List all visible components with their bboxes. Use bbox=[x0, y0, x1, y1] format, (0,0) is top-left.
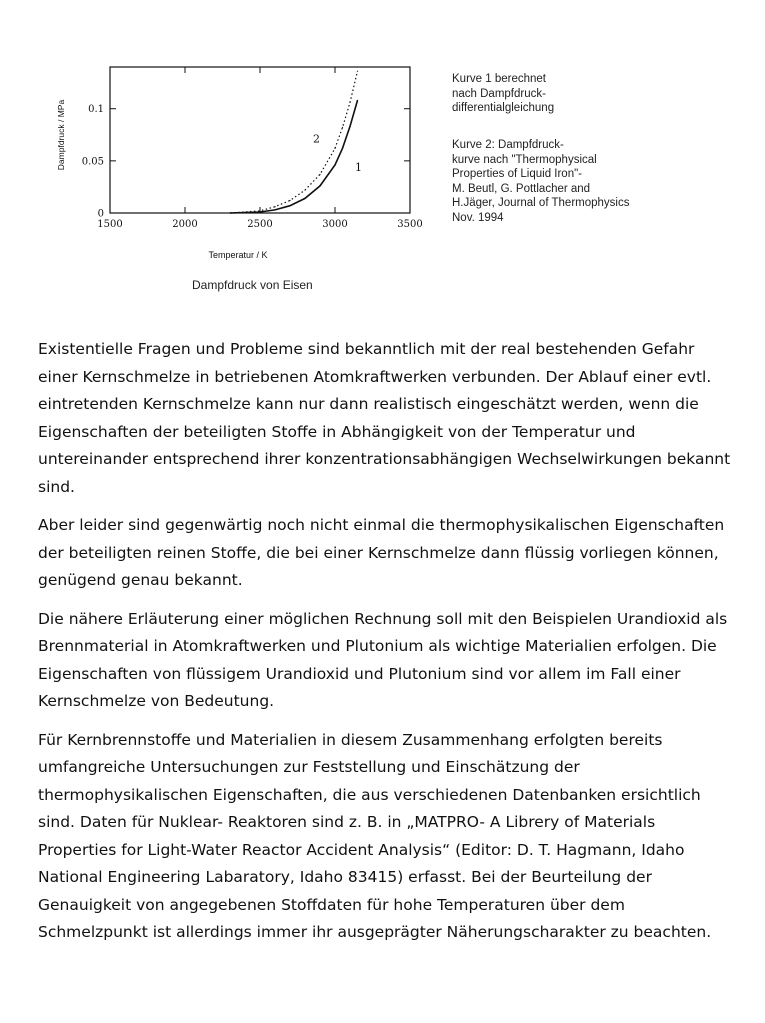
legend-line: Properties of Liquid Iron"- bbox=[452, 168, 583, 180]
body-text bbox=[38, 336, 738, 958]
legend-line: nach Dampfdruck- bbox=[452, 87, 546, 100]
series-2-point bbox=[334, 148, 335, 149]
legend-line: M. Beutl, G. Pottlacher and bbox=[452, 182, 591, 195]
series-1-point bbox=[349, 126, 350, 127]
series-1-point bbox=[274, 209, 275, 210]
plot-frame bbox=[110, 67, 410, 213]
legend-line: differentialgleichung bbox=[452, 102, 555, 114]
x-tick-label: 1500 bbox=[97, 219, 123, 230]
series-2-point bbox=[342, 127, 343, 128]
series-1-label: 1 bbox=[355, 161, 362, 175]
series-1-point bbox=[357, 100, 358, 101]
series-2-point bbox=[259, 210, 260, 211]
series-1-line bbox=[230, 100, 358, 213]
series-1-point bbox=[342, 148, 343, 149]
legend-line: kurve nach "Thermophysical bbox=[452, 153, 597, 166]
series-1-point bbox=[334, 164, 335, 165]
legend-line: Kurve 1 berechnet bbox=[452, 73, 546, 85]
y-tick-label: 0.05 bbox=[81, 156, 104, 168]
vapor-pressure-chart bbox=[0, 0, 440, 275]
x-tick-label: 2500 bbox=[247, 219, 273, 230]
series-2-line bbox=[230, 71, 358, 213]
series-2-point bbox=[274, 206, 275, 207]
series-1-point bbox=[259, 211, 260, 212]
legend-curve-2 bbox=[452, 138, 752, 225]
series-2-point bbox=[349, 102, 350, 103]
paragraph: Existentielle Fragen und Probleme sind bekanntlich mit der real bestehenden Gefahr einer Kernschmelze in betriebenen Atomkraftwerken verbunden. Der Ablauf einer evtl. eintretenden Kernschmelze kann nur dann realistisch eingeschätzt werden, wenn die Eigenschaften der beteiligten Stoffe in Abhängigkeit von der Temperatur und untereinander entsprechend ihrer konzentrationsabhängigen Wechselwirkungen bekannt sind. bbox=[38, 340, 731, 496]
figure-caption: Dampfdruck von Eisen bbox=[192, 278, 313, 292]
legend-line: H.Jäger, Journal of Thermophysics bbox=[452, 197, 630, 209]
series-2-point bbox=[289, 200, 290, 201]
paragraph: Aber leider sind gegenwärtig noch nicht einmal die thermophysikalischen Eigenschaften der beteiligten reinen Stoffe, die bei einer Kernschmelze dann flüssig vorliegen können, genügend genau bekannt. bbox=[38, 516, 725, 589]
series-1-point bbox=[289, 205, 290, 206]
y-axis-label: Dampfdruck / MPa bbox=[56, 99, 66, 171]
y-tick-label: 0.1 bbox=[88, 104, 104, 116]
series-2-point bbox=[357, 71, 358, 72]
y-tick-label: 0 bbox=[97, 208, 104, 220]
x-tick-label: 2000 bbox=[172, 219, 198, 230]
legend-curve-1 bbox=[452, 72, 752, 116]
paragraph: Die nähere Erläuterung einer möglichen Rechnung soll mit den Beispielen Urandioxid als Brennmaterial in Atomkraftwerken und Plutonium als wichtige Materialien erfolgen. Die Eigenschaften von flüssigem Urandioxid und Plutonium sind vor allem im Fall einer Kernschmelze von Bedeutung. bbox=[38, 609, 728, 710]
legend-line: Nov. 1994 bbox=[452, 211, 504, 224]
series-2-point bbox=[319, 174, 320, 175]
x-axis-label: Temperatur / K bbox=[208, 250, 268, 260]
x-tick-label: 3000 bbox=[322, 219, 348, 230]
x-tick-label: 3500 bbox=[397, 219, 423, 230]
series-2-point bbox=[229, 212, 230, 213]
series-1-point bbox=[319, 185, 320, 186]
series-2-point bbox=[304, 189, 305, 190]
series-1-point bbox=[304, 198, 305, 199]
paragraph: Für Kernbrennstoffe und Materialien in diesem Zusammenhang erfolgten bereits umfangreiche Untersuchungen zur Feststellung und Einschätzung der thermophysikalischen Eigenschaften, die aus verschiedenen Datenbanken ersichtlich sind. Daten für Nuklear- Reaktoren sind z. B. in „MATPRO- A Librery of Materials Properties for Light-Water Reactor Accident Analysis“ (Editor: D. T. Hagmann, Idaho National Engineering Labaratory, Idaho 83415) erfasst. Bei der Beurteilung der Genauigkeit von angegebenen Stoffdaten für hohe Temperaturen über dem Schmelzpunkt ist allerdings immer ihr ausgeprägter Näherungscharakter zu beachten. bbox=[38, 730, 712, 941]
series-2-label: 2 bbox=[313, 132, 320, 146]
legend-line: Kurve 2: Dampfdruck- bbox=[452, 139, 564, 151]
